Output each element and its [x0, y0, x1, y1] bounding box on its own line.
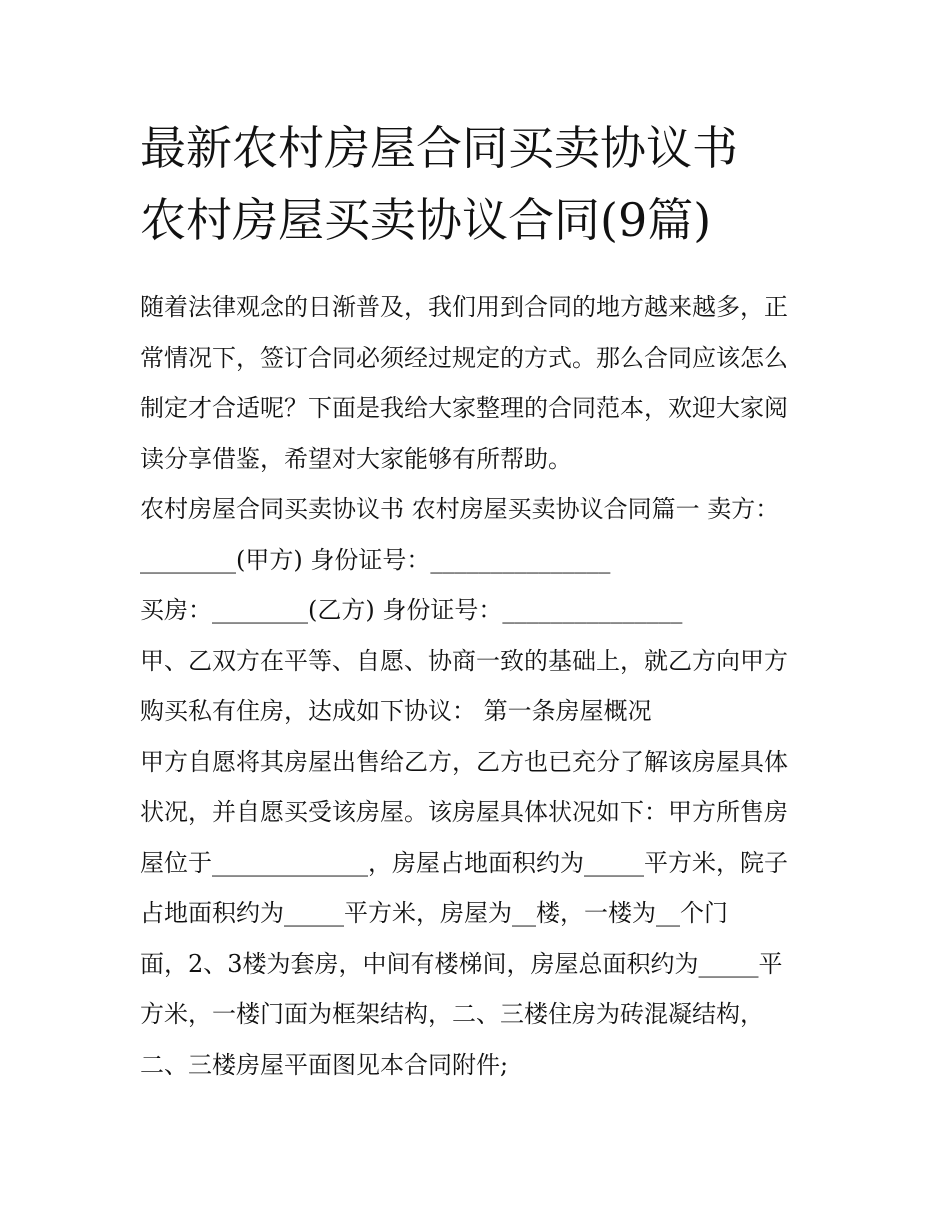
body-line-3: 制定才合适呢？下面是我给大家整理的合同范本，欢迎大家阅: [140, 394, 788, 422]
body-line-13: 占地面积约为_____平方米，房屋为__楼，一楼为__个门: [140, 899, 728, 927]
body-line-14: 面，2、3楼为套房，中间有楼梯间，房屋总面积约为_____平: [140, 949, 783, 978]
body-line-4: 读分享借鉴，希望对大家能够有所帮助。: [140, 444, 572, 473]
body-line-12: 屋位于_____________，房屋占地面积约为_____平方米，院子: [140, 848, 788, 877]
body-line-1: 随着法律观念的日渐普及，我们用到合同的地方越来越多，正: [140, 293, 788, 321]
body-line-6: ________(甲方) 身份证号：_______________: [140, 545, 611, 574]
body-line-2: 常情况下，签订合同必须经过规定的方式。那么合同应该怎么: [140, 343, 788, 372]
title-line-1: 最新农村房屋合同买卖协议书: [140, 121, 738, 175]
body-line-10: 甲方自愿将其房屋出售给乙方，乙方也已充分了解该房屋具体: [140, 747, 788, 776]
body-line-5: 农村房屋合同买卖协议书 农村房屋买卖协议合同篇一 卖方：: [140, 495, 780, 523]
document-title: [140, 112, 840, 256]
body-line-11: 状况，并自愿买受该房屋。该房屋具体状况如下：甲方所售房: [140, 798, 788, 826]
body-line-7: 买房：________(乙方) 身份证号：_______________: [140, 596, 683, 624]
title-line-2: 农村房屋买卖协议合同(9篇): [140, 193, 712, 247]
document-body: [140, 282, 840, 1090]
body-line-9: 购买私有住房，达成如下协议： 第一条房屋概况: [140, 697, 652, 725]
body-line-16: 二、三楼房屋平面图见本合同附件;: [140, 1050, 509, 1079]
body-line-8: 甲、乙双方在平等、自愿、协商一致的基础上，就乙方向甲方: [140, 646, 788, 675]
body-line-15: 方米，一楼门面为框架结构，二、三楼住房为砖混凝结构，: [140, 1000, 764, 1028]
